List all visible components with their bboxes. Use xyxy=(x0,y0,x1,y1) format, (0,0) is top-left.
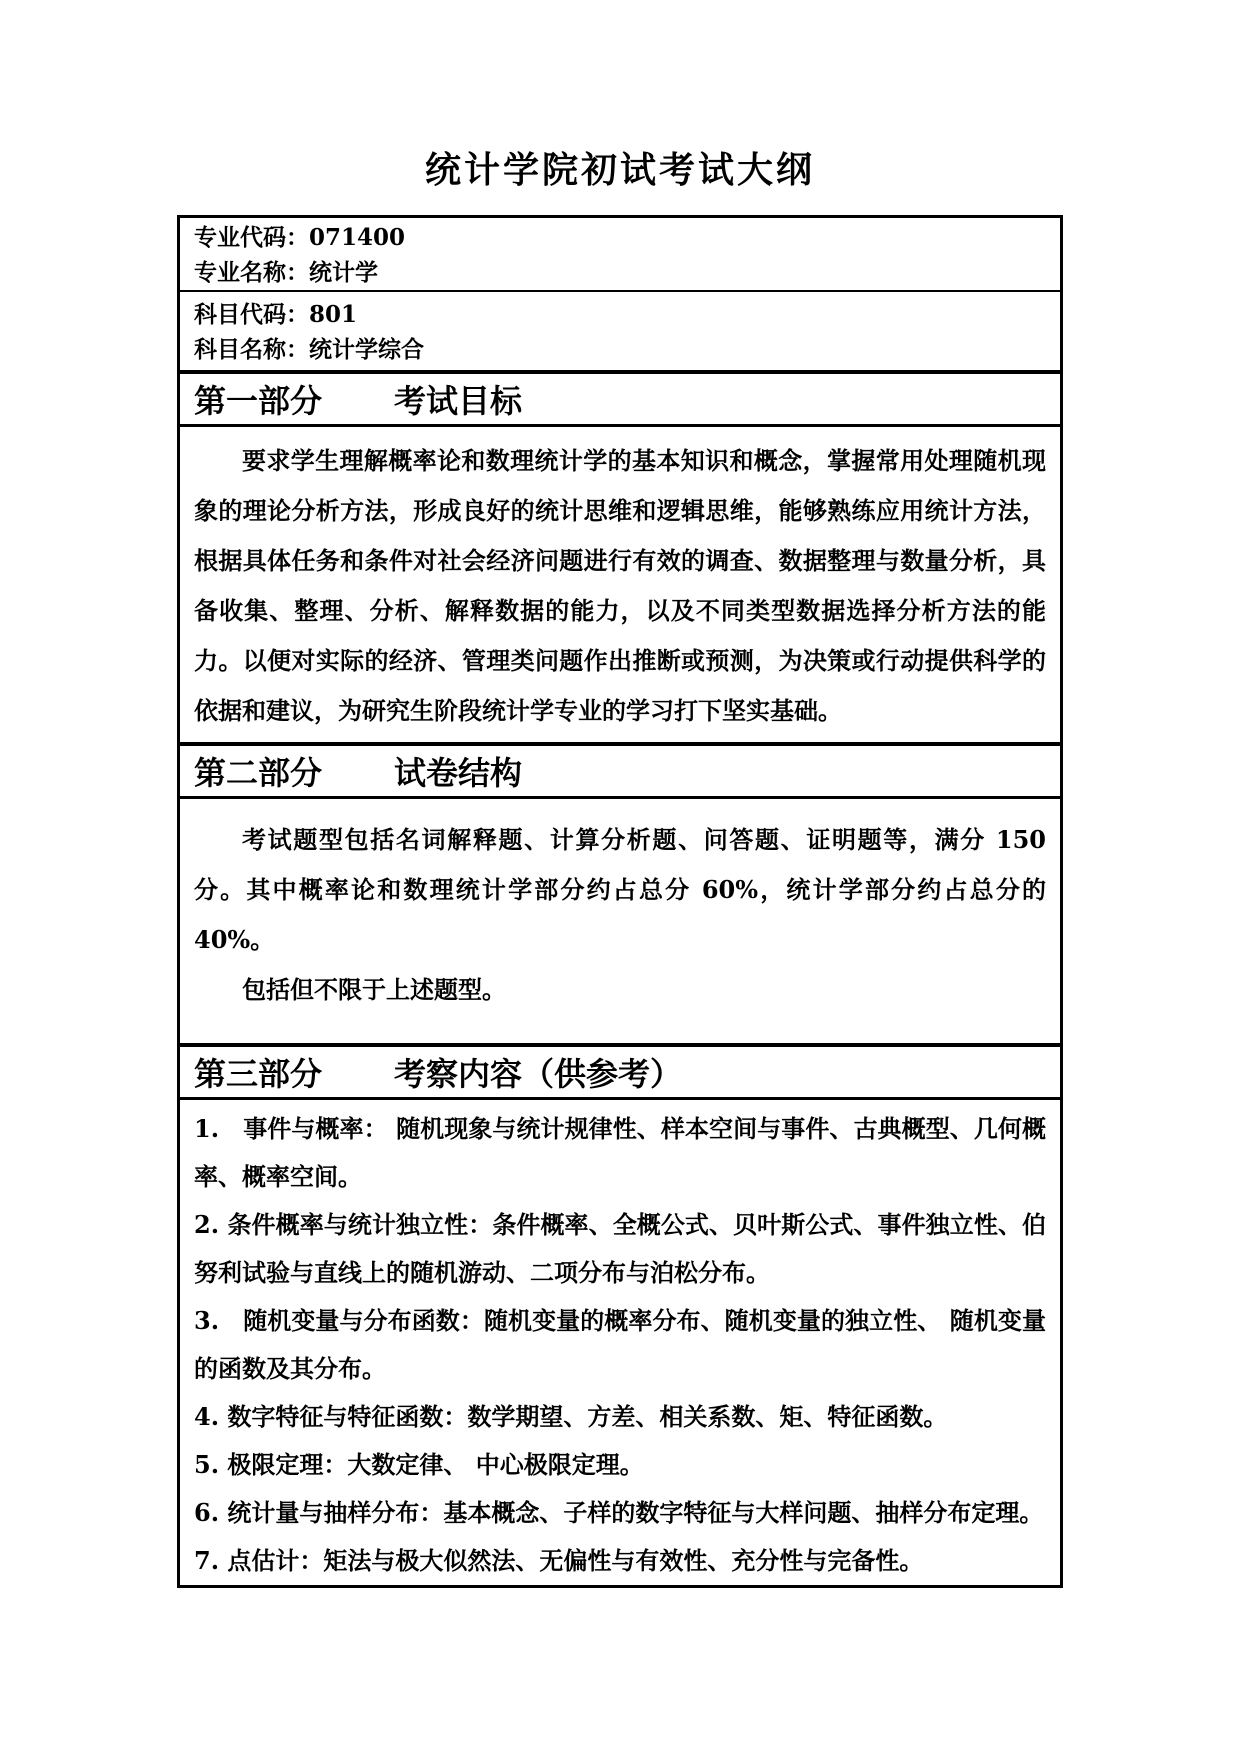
topic-item-5: 5. 极限定理：大数定律、 中心极限定理。 xyxy=(194,1450,644,1479)
topic-item-7: 7. 点估计：矩法与极大似然法、无偏性与有效性、充分性与完备性。 xyxy=(194,1546,924,1575)
structure-note-paragraph: 包括但不限于上述题型。 xyxy=(242,975,506,1004)
subject-info-row xyxy=(180,292,1060,372)
section-body-exam-objectives xyxy=(180,427,1060,744)
section-heading-exam-content xyxy=(180,1045,1060,1100)
section-part-label: 第一部分 xyxy=(194,382,323,420)
topic-item-4: 4. 数字特征与特征函数：数学期望、方差、相关系数、矩、特征函数。 xyxy=(194,1402,948,1431)
document-title: 统计学院初试考试大纲 xyxy=(424,149,815,191)
section-heading-paper-structure xyxy=(180,744,1060,799)
topic-item-6: 6. 统计量与抽样分布：基本概念、子样的数字特征与大样问题、抽样分布定理。 xyxy=(194,1498,1044,1527)
section-body-paper-structure xyxy=(180,799,1060,1045)
structure-paragraph: 考试题型包括名词解释题、计算分析题、问答题、证明题等，满分 150 分。其中概率论和数理统计学部分约占总分 60%，统计学部分约占总分的 40%。 xyxy=(194,825,1046,954)
section-part-label: 第三部分 xyxy=(194,1055,323,1093)
section-heading-exam-objectives xyxy=(180,372,1060,427)
major-name: 专业名称：统计学 xyxy=(194,259,378,286)
topic-item-3: 3. 随机变量与分布函数：随机变量的概率分布、随机变量的独立性、 随机变量的函数及其分布。 xyxy=(194,1306,1046,1383)
subject-name: 科目名称：统计学综合 xyxy=(194,336,424,363)
major-code: 专业代码：071400 xyxy=(194,224,406,251)
objectives-paragraph: 要求学生理解概率论和数理统计学的基本知识和概念，掌握常用处理随机现象的理论分析方法，形成良好的统计思维和逻辑思维，能够熟练应用统计方法，根据具体任务和条件对社会经济问题进行有效的调查、数据整理与数量分析，具备收集、整理、分析、解释数据的能力，以及不同类型数据选择分析方法的能力。以便对实际的经济、管理类问题作出推断或预测，为决策或行动提供科学的依据和建议，为研究生阶段统计学专业的学习打下坚实基础。 xyxy=(194,446,1046,725)
subject-code: 科目代码：801 xyxy=(194,301,358,328)
section-part-label: 第二部分 xyxy=(194,754,323,792)
topic-item-2: 2. 条件概率与统计独立性：条件概率、全概公式、贝叶斯公式、事件独立性、伯努利试验与直线上的随机游动、二项分布与泊松分布。 xyxy=(194,1210,1046,1287)
topic-item-1: 1. 事件与概率： 随机现象与统计规律性、样本空间与事件、古典概型、几何概率、概率空间。 xyxy=(194,1114,1046,1191)
section-part-title: 试卷结构 xyxy=(394,754,523,792)
major-info-row xyxy=(180,218,1060,292)
section-part-title: 考察内容（供参考） xyxy=(394,1055,683,1093)
syllabus-table xyxy=(177,215,1063,1588)
section-body-exam-content xyxy=(180,1100,1060,1585)
section-part-title: 考试目标 xyxy=(394,382,523,420)
